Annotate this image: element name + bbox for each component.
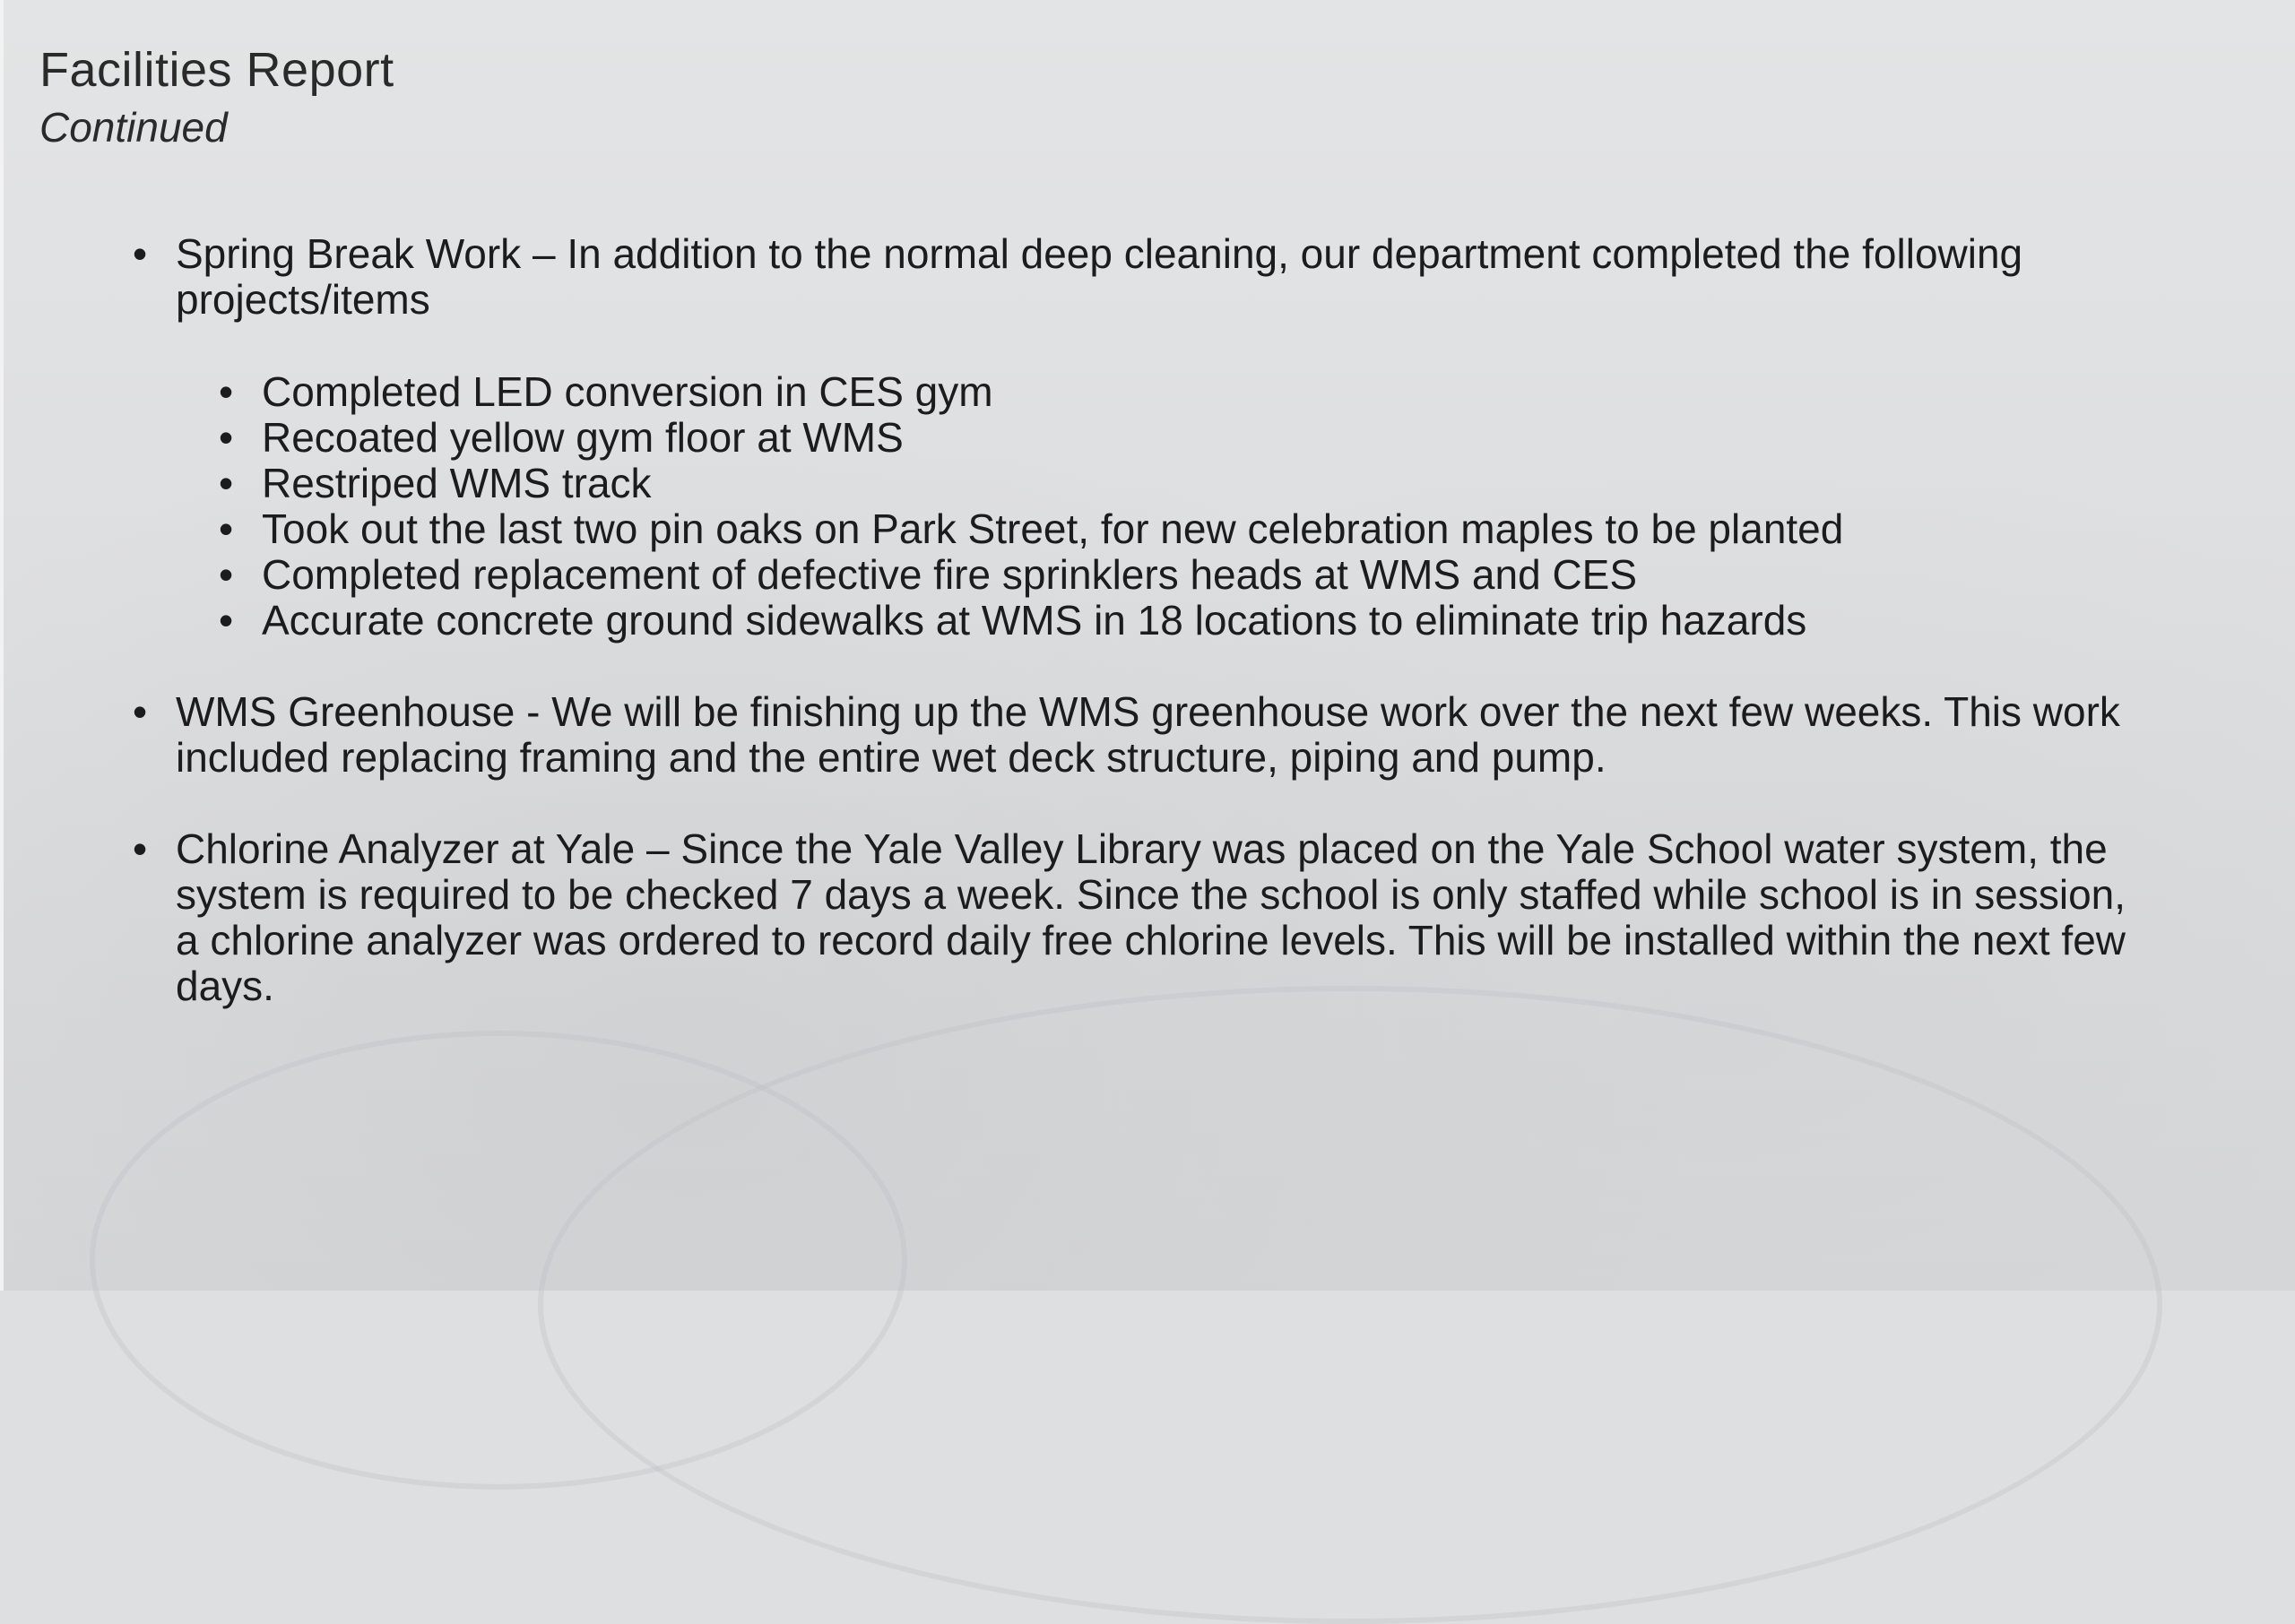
sub-bullet-item <box>218 505 2148 552</box>
bullet-item-greenhouse <box>132 688 2148 781</box>
bullet-list <box>132 230 2148 1009</box>
bullet-icon: • <box>218 460 234 506</box>
bullet-icon: • <box>218 505 234 552</box>
sub-bullet-item <box>218 414 2148 461</box>
bullet-icon: • <box>218 597 234 644</box>
sub-bullet-text: Completed replacement of defective fire sprinklers heads at WMS and CES <box>262 551 1638 598</box>
bullet-text: Spring Break Work – In addition to the normal deep cleaning, our department completed the following projects/items <box>176 230 2023 323</box>
bullet-icon: • <box>218 368 234 415</box>
sub-bullet-list <box>218 368 2148 644</box>
sub-bullet-item <box>218 368 2148 415</box>
bullet-text: Chlorine Analyzer at Yale – Since the Yale Valley Library was placed on the Yale School water system, the system is required to be checked 7 days a week. Since the school is only staffed while school is in session, a chlorine analyzer was ordered to record daily free chlorine levels. This will be installed within the next few days. <box>176 825 2126 1009</box>
bullet-icon: • <box>132 230 148 277</box>
sub-bullet-item <box>218 460 2148 506</box>
bullet-icon: • <box>132 688 148 735</box>
sub-bullet-text: Recoated yellow gym floor at WMS <box>262 414 904 461</box>
background-watermark-arc <box>90 1031 907 1490</box>
bullet-item-spring-break <box>132 230 2148 323</box>
slide-subtitle: Continued <box>39 104 228 151</box>
sub-bullet-text: Accurate concrete ground sidewalks at WMS in 18 locations to eliminate trip hazards <box>262 597 1807 644</box>
slide-title: Facilities Report <box>39 43 394 97</box>
spacer <box>176 644 2148 689</box>
bullet-text: WMS Greenhouse - We will be finishing up the WMS greenhouse work over the next few weeks. This work included replacing framing and the entire wet deck structure, piping and pump. <box>176 688 2120 781</box>
sub-bullet-text: Restriped WMS track <box>262 460 652 506</box>
sub-bullet-item <box>218 551 2148 598</box>
bullet-item-chlorine-analyzer <box>132 825 2148 1009</box>
bullet-icon: • <box>218 414 234 461</box>
sub-bullet-text: Completed LED conversion in CES gym <box>262 368 993 415</box>
slide-left-edge <box>0 0 4 1291</box>
sub-bullet-text: Took out the last two pin oaks on Park Street, for new celebration maples to be planted <box>262 505 1844 552</box>
bullet-icon: • <box>132 825 148 872</box>
bullet-icon: • <box>218 551 234 598</box>
spacer <box>176 781 2148 826</box>
sub-bullet-item <box>218 597 2148 644</box>
